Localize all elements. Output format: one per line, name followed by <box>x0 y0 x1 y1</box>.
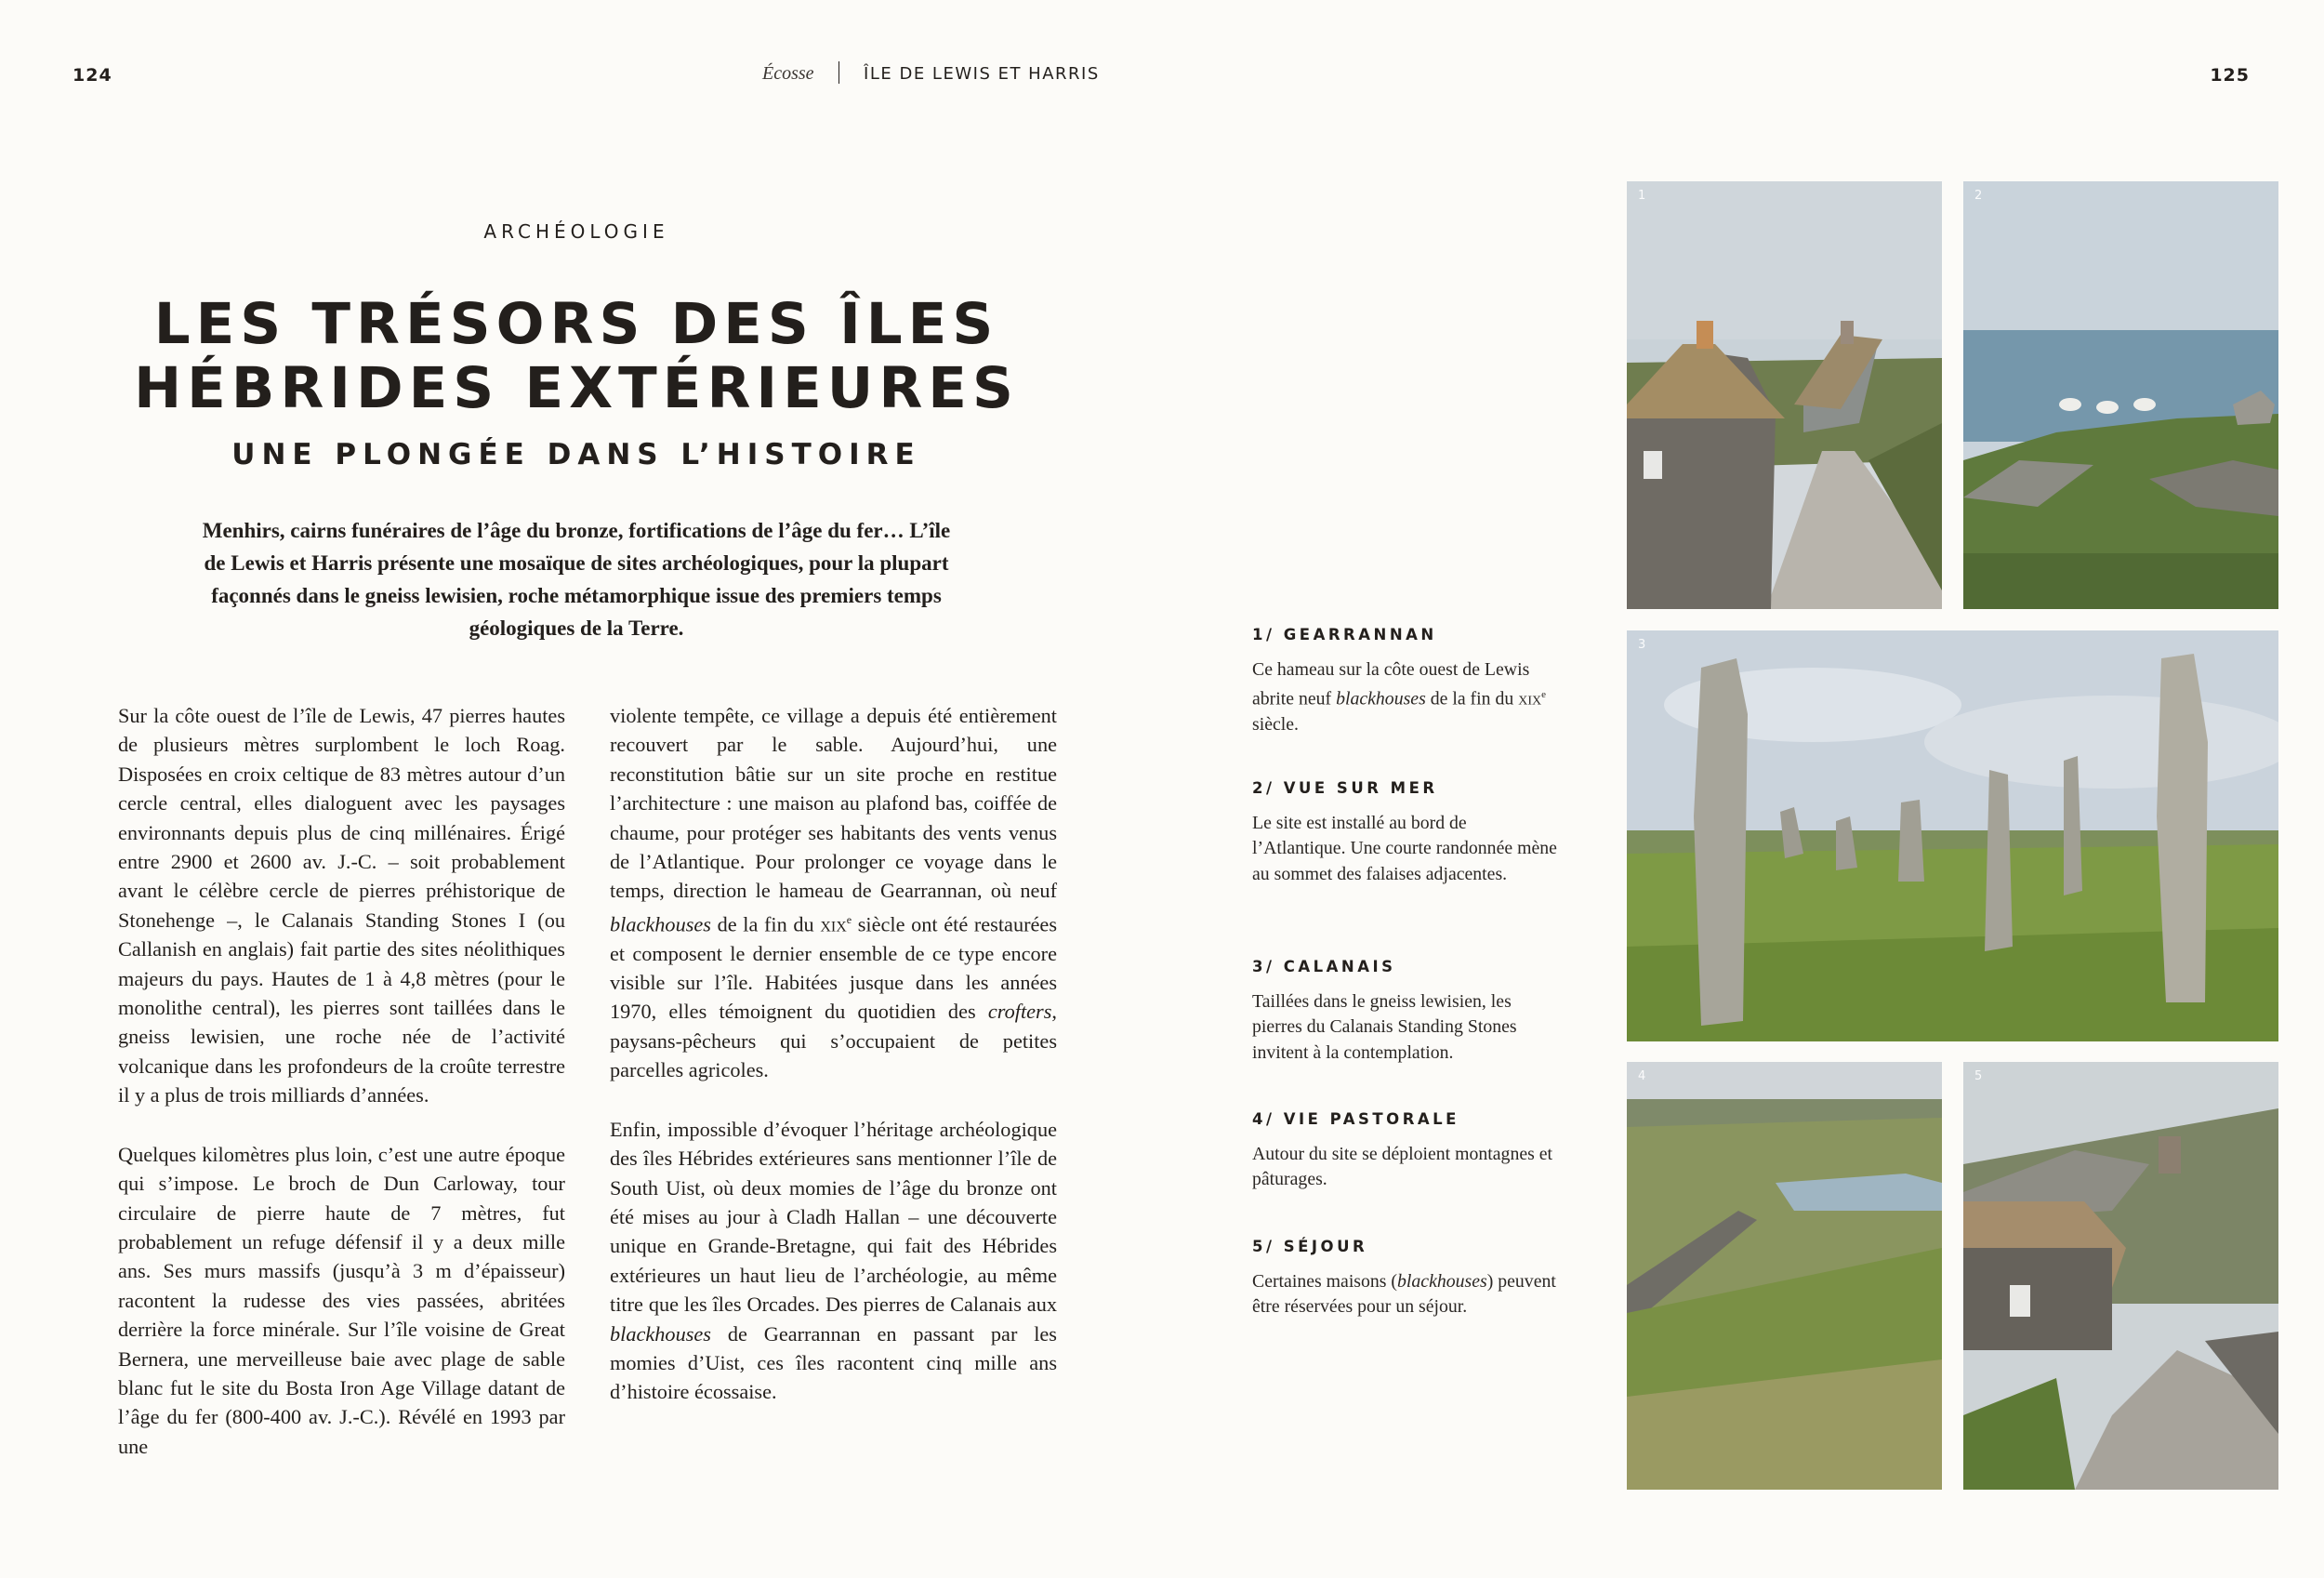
caption-text: Taillées dans le gneiss lewisien, les pierres du Calanais Standing Stones invitent à la contemplation. <box>1252 991 1517 1063</box>
body-paragraph: Sur la côte ouest de l’île de Lewis, 47 pierres hautes de plusieurs mètres surplombent le loch Roag. Disposées en croix celtique de 83 mètres autour d’un cercle central, elles dialoguent avec les paysages environnants depuis plus de cinq millénaires. Érigé entre 2900 et 2600 av. J.-C. – soit probablement avant le célèbre cercle de pierres préhistorique de Stonehenge –, le Calanais Standing Stones I (ou Callanish en anglais) fait partie des sites néolithiques majeurs du pays. Hautes de 1 à 4,8 mètres (pour le monolithe central), les pierres sont taillées dans le gneiss lewisien, une roche née de l’activité volcanique dans les profondeurs de la croûte terrestre il y a plus de trois milliards d’années. <box>118 704 565 1107</box>
caption-5 <box>1252 1238 1559 1320</box>
caption-text: Ce hameau sur la côte ouest de Lewis abrite neuf blackhouses de la fin du xix$^e$ siècle. <box>1252 659 1546 736</box>
article-title <box>93 292 1060 420</box>
caption-text: Certaines maisons (blackhouses) peuvent être réservées pour un séjour. <box>1252 1271 1556 1318</box>
article-intro: Menhirs, cairns funéraires de l’âge du bronze, fortifications de l’âge du fer… L’île de Lewis et Harris présente une mosaïque de sites archéologiques, pour la plupart façonnés dans le gneiss lewisien, roche métamorphique issue des premiers temps géologiques de la Terre. <box>202 519 951 640</box>
title-line-2: HÉBRIDES EXTÉRIEURES <box>134 355 1019 421</box>
caption-1 <box>1252 626 1559 738</box>
running-header <box>762 61 1100 85</box>
body-column-1 <box>118 701 565 1461</box>
photo-number: 1 <box>1638 189 1646 203</box>
header-chapter: ÎLE DE LEWIS ET HARRIS <box>864 64 1100 84</box>
caption-text: Autour du site se déploient montagnes et pâturages. <box>1252 1144 1553 1190</box>
photo-pastoral-landscape <box>1627 1062 1942 1490</box>
title-line-1: LES TRÉSORS DES ÎLES <box>153 291 999 357</box>
caption-text: Le site est installé au bord de l’Atlantique. Une courte randonnée mène au sommet des falaises adjacentes. <box>1252 813 1557 884</box>
right-page-number: 125 <box>2210 65 2250 86</box>
article-subtitle: UNE PLONGÉE DANS L’HISTOIRE <box>231 438 921 471</box>
article-kicker: ARCHÉOLOGIE <box>483 220 669 243</box>
caption-4 <box>1252 1110 1559 1193</box>
photo-number: 4 <box>1638 1069 1646 1083</box>
photo-gearrannan-blackhouses <box>1627 181 1942 609</box>
header-divider <box>838 61 840 84</box>
body-paragraph: Quelques kilomètres plus loin, c’est une autre époque qui s’impose. Le broch de Dun Carloway, tour circulaire de pierre haute de 7 mètres, fut probablement un refuge défensif il y a deux mille ans. Ses murs massifs (jusqu’à 3 m d’épaisseur) racontent la rudesse des vies passées, abritées derrière la force minérale. Sur l’île voisine de Great Bernera, une merveilleuse baie avec plage de sable blanc fut le site du Bosta Iron Age Village datant de l’âge du fer (800-400 av. J.-C.). Révélé en 1993 par une <box>118 1142 565 1458</box>
photo-number: 5 <box>1974 1069 1983 1083</box>
photo-sea-view-sheep <box>1963 181 2278 609</box>
photo-number: 2 <box>1974 189 1983 203</box>
body-column-2 <box>610 701 1057 1407</box>
body-paragraph: Enfin, impossible d’évoquer l’héritage archéologique des îles Hébrides extérieures sans mentionner l’île de South Uist, où deux momies de l’âge du bronze ont été mises au jour à Cladh Hallan – une découverte unique en Grande-Bretagne, qui fait des Hébrides extérieures un haut lieu de l’archéologie, au même titre que les îles Orcades. Des pierres de Calanais aux blackhouses de Gearrannan en passant par les momies d’Uist, ces îles racontent cinq mille ans d’histoire écossaise. <box>610 1117 1057 1404</box>
caption-heading: 4/ VIE PASTORALE <box>1252 1110 1459 1128</box>
caption-heading: 5/ SÉJOUR <box>1252 1238 1368 1255</box>
caption-heading: 3/ CALANAIS <box>1252 958 1396 975</box>
caption-2 <box>1252 779 1559 887</box>
body-paragraph: violente tempête, ce village a depuis été entièrement recouvert par le sable. Aujourd’hui, une reconstitution bâtie sur un site proche en restitue l’architecture : une maison au plafond bas, coiffée de chaume, pour protéger ses habitants des vents venus de l’Atlantique. Pour prolonger ce voyage dans le temps, direction le hameau de Gearrannan, où neuf blackhouses de la fin du xix$^e$ siècle ont été restaurées et composent le dernier ensemble de ce type encore visible sur l’île. Habitées jusque dans les années 1970, elles témoignent du quotidien des crofters, paysans-pêcheurs qui s’occupaient de petites parcelles agricoles. <box>610 704 1057 1082</box>
header-section: Écosse <box>762 63 814 84</box>
caption-3 <box>1252 958 1559 1066</box>
left-page-number: 124 <box>73 65 112 86</box>
photo-calanais-standing-stones <box>1627 630 2278 1041</box>
photo-thatched-blackhouse <box>1963 1062 2278 1490</box>
caption-heading: 2/ VUE SUR MER <box>1252 779 1438 797</box>
photo-number: 3 <box>1638 638 1646 652</box>
caption-heading: 1/ GEARRANNAN <box>1252 626 1437 643</box>
